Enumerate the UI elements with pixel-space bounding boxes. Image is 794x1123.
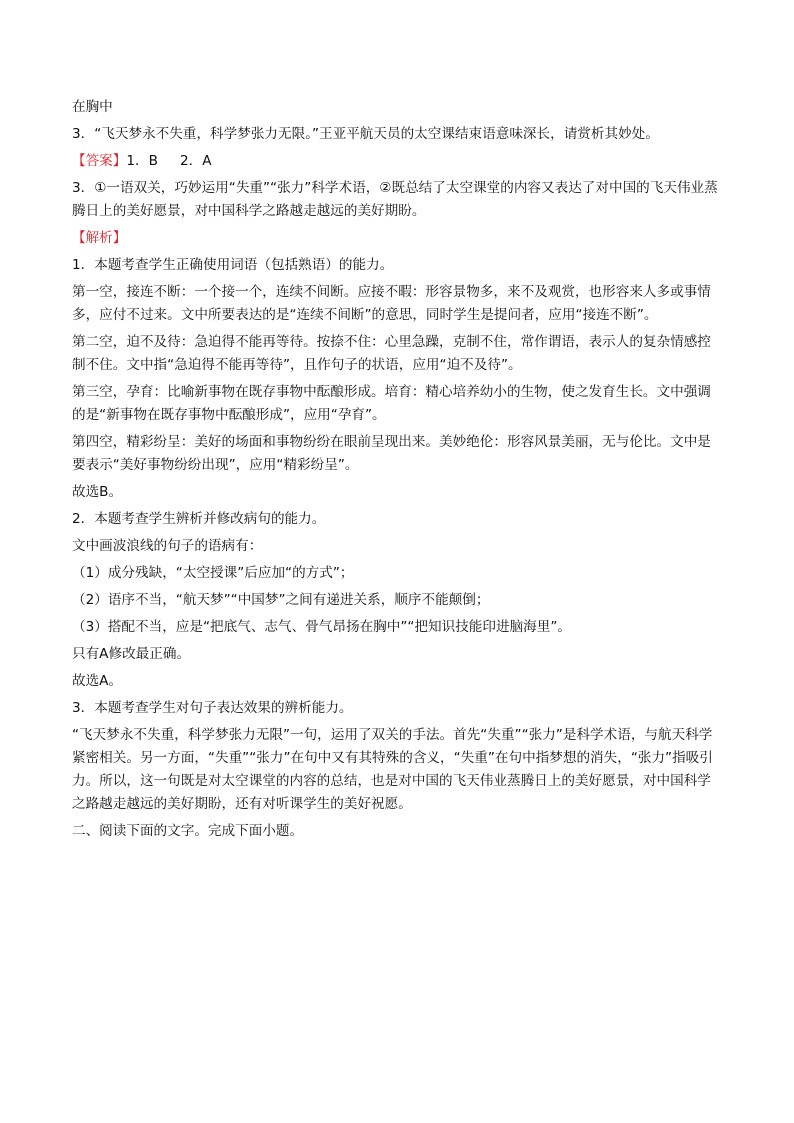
question-3: 3．“飞天梦永不失重，科学梦张力无限。”王亚平航天员的太空课结束语意味深长，请赏析其妙处。 [72, 126, 659, 142]
analysis-1-blank-3: 第三空，孕育：比喻新事物在既存事物中酝酿形成。培育：精心培养幼小的生物，使之发育生长。文中强调的是“新事物在既存事物中酝酿形成”，应用“孕育”。 [72, 384, 711, 423]
analysis-3-title: 3．本题考查学生对句子表达效果的辨析能力。 [72, 700, 353, 716]
analysis-2-item-3: （3）搭配不当，应是“把底气、志气、骨气昂扬在胸中”“把知识技能印进脑海里”。 [72, 619, 572, 635]
analysis-2-item-1: （1）成分残缺，“太空授课”后应加“的方式”； [72, 565, 354, 581]
analysis-1-blank-1: 第一空，接连不断：一个接一个，连续不间断。应接不暇：形容景物多，来不及观赏，也形容来人多或事情多，应付不过来。文中所要表达的是“连续不间断”的意思，同时学生是提问者，应用“接连不断”。 [72, 284, 711, 323]
analysis-2-intro: 文中画波浪线的句子的语病有： [72, 538, 263, 554]
answer-3: 3．①一语双关，巧妙运用“失重”“张力”科学术语，②既总结了太空课堂的内容又表达了对中国的飞天伟业蒸腾日上的美好愿景，对中国科学之路越走越远的美好期盼。 [72, 180, 718, 219]
analysis-2-conclusion: 只有A修改最正确。 [72, 646, 191, 662]
document-page [72, 96, 722, 843]
analysis-1-blank-4: 第四空，精彩纷呈：美好的场面和事物纷纷在眼前呈现出来。美妙绝伦：形容风景美丽，无与伦比。文中是要表示“美好事物纷纷出现”，应用“精彩纷呈”。 [72, 434, 711, 473]
analysis-1-title: 1．本题考查学生正确使用词语（包括熟语）的能力。 [72, 257, 394, 273]
answer-1: 1．B [126, 153, 158, 169]
answer-2: 2．A [179, 153, 212, 169]
analysis-2-choice: 故选A。 [72, 673, 123, 689]
answer-label: 【答案】 [72, 153, 127, 169]
analysis-2-item-2: （2）语序不当，“航天梦”“中国梦”之间有递进关系，顺序不能颠倒； [72, 592, 490, 608]
section-2-heading: 二、阅读下面的文字。完成下面小题。 [72, 823, 304, 839]
answer-line [72, 150, 722, 173]
analysis-2-title: 2．本题考查学生辨析并修改病句的能力。 [72, 511, 326, 527]
analysis-1-blank-2: 第二空，迫不及待：急迫得不能再等待。按捺不住：心里急躁，克制不住，常作谓语，表示人的复杂情感控制不住。文中指“急迫得不能再等待”，且作句子的状语，应用“迫不及待”。 [72, 334, 711, 373]
analysis-label: 【解析】 [72, 230, 127, 246]
analysis-3-body: “飞天梦永不失重，科学梦张力无限”一句，运用了双关的手法。首先“失重”“张力”是科学术语，与航天科学紧密相关。另一方面，“失重”“张力”在句中又有其特殊的含义，“失重”在句中指梦想的消失，“张力”指吸引力。所以，这一句既是对太空课堂的内容的总结，也是对中国的飞天伟业蒸腾日上的美好愿景，对中国科学之路越走越远的美好期盼，还有对听课学生的美好祝愿。 [72, 727, 713, 812]
analysis-1-choice: 故选B。 [72, 484, 123, 500]
text-line-top: 在胸中 [72, 99, 113, 115]
